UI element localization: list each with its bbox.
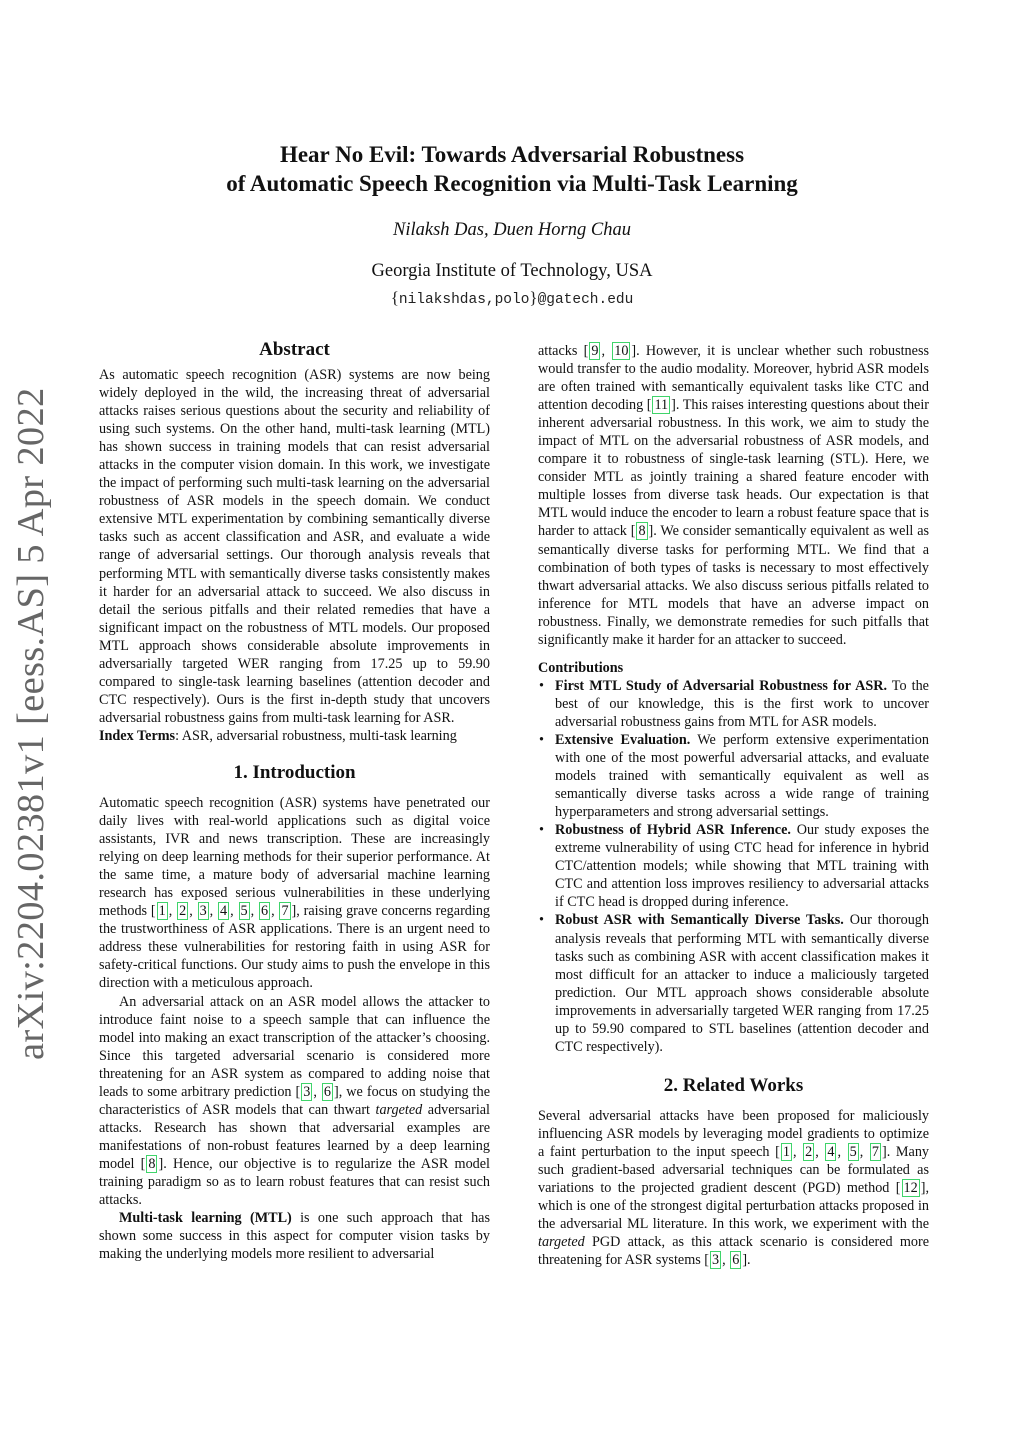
index-terms [99, 727, 490, 745]
citation-link[interactable]: 8 [148, 1155, 156, 1172]
paper-title [0, 140, 1024, 198]
citation-link[interactable]: 6 [323, 1083, 332, 1100]
contribution-item: • Robust ASR with Semantically Diverse Tasks. Our thorough analysis reveals that performing MTL with semantically diverse tasks such as combining ASR with accent classification makes it most difficult for an attacker to induce a maliciously targeted prediction. Our MTL approach shows considerable absolute improvements in adversarially targeted WER ranging from 17.25 up to 59.90 compared to STL baselines (attention decoder and CTC respectively). [539, 912, 929, 1055]
citation-link[interactable]: 1 [782, 1143, 790, 1160]
citation-link[interactable]: 3 [199, 903, 207, 920]
citation-link[interactable]: 2 [805, 1143, 813, 1160]
index-terms-text: : ASR, adversarial robustness, multi-task learning [175, 727, 457, 744]
arxiv-sidebar-stamp: arXiv:2204.02381v1 [eess.AS] 5 Apr 2022 [10, 387, 52, 1060]
email [0, 288, 1024, 308]
citation-link[interactable]: 6 [260, 903, 269, 920]
citation-link[interactable]: 8 [638, 523, 646, 540]
bullet: • [539, 912, 544, 929]
email-close-brace: } [529, 288, 538, 307]
title-line-1: Hear No Evil: Towards Adversarial Robustness [279, 142, 745, 167]
citation-link[interactable]: 3 [303, 1083, 311, 1100]
index-terms-label: Index Terms [99, 727, 176, 744]
citation-link[interactable]: 11 [654, 397, 669, 414]
bullet: • [539, 677, 544, 694]
email-domain: @gatech.edu [537, 292, 634, 308]
citation-link[interactable]: 5 [849, 1143, 857, 1160]
abstract-heading: Abstract [259, 339, 330, 360]
intro-continued-paragraph: attacks [ 9 , 10 ]. However, it is unclear whether such robustness would transfer to the audio modality. Moreover, hybrid ASR models are often trained with semantically equivalent tasks like CTC and attention decoding [ 11 ]. This raises interesting questions about their inherent adversarial robustness. In this work, we aim to study the impact of MTL on the adversarial robustness of ASR models, and compare it to robustness of single-task learning (STL). Here, we consider MTL as jointly training a shared feature encoder with multiple losses from diverse task heads. Our expectation is that MTL would induce the encoder to learn a robust feature space that is harder to attack [ 8 ]. We consider semantically equivalent as well as semantically diverse tasks for performing MTL. We find that a combination of both types of tasks is necessary to most effectively thwart adversarial attacks. We also discuss serious pitfalls related to inference for MTL models that have an adverse impact on robustness. Finally, we demonstrate remedies for such pitfalls that significantly make it harder for an attacker to succeed. [538, 343, 930, 648]
contribution-item: • First MTL Study of Adversarial Robustness for ASR. To the best of our knowledge, this is the first work to uncover adversarial robustness gains from MTL for ASR models. [539, 677, 929, 730]
abstract-body: As automatic speech recognition (ASR) systems are now being widely deployed in the wild, the increasing threat of adversarial attacks raises serious questions about the security and reliability of using such systems. On the other hand, multi-task learning (MTL) has shown success in training models that can resist adversarial attacks in the computer vision domain. In this work, we investigate the impact of performing such multi-task learning on the adversarial robustness of ASR models in the speech domain. We conduct extensive MTL experimentation by combining semantically diverse tasks such as accent classification and ASR, and evaluate a wide range of adversarial settings. Our thorough analysis reveals that performing MTL with semantically diverse tasks consistently makes it harder for an adversarial attack to succeed. We also discuss in detail the serious pitfalls and their related remedies that have a significant impact on the robustness of MTL models. Our proposed MTL approach shows considerable absolute improvements in adversarially targeted WER ranging from 17.25 up to 59.90 compared to single-task learning baselines (attention decoder and CTC respectively). Ours is the first in-depth study that uncovers adversarial robustness gains from multi-task learning for ASR. [99, 367, 490, 726]
intro-paragraph-3: Multi-task learning (MTL) is one such approach that has shown some success in this aspect for computer vision tasks by making the underlying models more resilient to adversarial [99, 1210, 490, 1263]
intro-paragraph-1: Automatic speech recognition (ASR) systems have penetrated our daily lives with real-world applications such as digital voice assistants, IVR and news transcription. These are increasingly relying on deep learning methods for their superior performance. At the same time, a mature body of adversarial machine learning research has exposed serious vulnerabilities in these underlying methods [ 1 , 2 , 3 , 4 , 5 , 6 , 7 ], raising grave concerns regarding the trustworthiness of ASR applications. There is an urgent need to address these vulnerabilities for restoring faith in using ASR for safety-critical functions. Our study aims to push the envelope in this direction with a meticulous approach. [99, 794, 491, 992]
citation-link[interactable]: 6 [732, 1252, 740, 1269]
email-names: nilakshdas,polo [398, 292, 530, 308]
title-line-2: of Automatic Speech Recognition via Multi-Task Learning [226, 171, 798, 196]
citation-link[interactable]: 9 [591, 343, 599, 359]
citation-link[interactable]: 4 [220, 903, 228, 920]
contribution-item: • Robustness of Hybrid ASR Inference. Our study exposes the extreme vulnerability of using CTC head for inference in hybrid CTC/attention models; while showing that MTL training with CTC and attention loss improves resiliency to adversarial attacks if CTC head is dropped during inference. [539, 822, 929, 911]
intro-paragraph-2: An adversarial attack on an ASR model allows the attacker to introduce faint noise to a speech sample that can influence the model into making an exact transcription of the attacker’s choosing. Since this targeted adversarial scenario is considered more threatening for an ASR system as compared to adding noise that leads to some arbitrary prediction [ 3 , 6 ], we focus on studying the characteristics of ASR models that can thwart targeted adversarial attacks. Research has shown that adversarial examples are manifestations of non-robust features learned by a deep learning model [ 8 ]. Hence, our objective is to regularize the ASR model training paradigm so as to learn robust features that can resist such attacks. [99, 993, 491, 1209]
contributions-list [538, 677, 929, 1056]
citation-link[interactable]: 12 [903, 1180, 918, 1197]
authors: Nilaksh Das, Duen Horng Chau [393, 220, 631, 240]
email-open-brace: { [390, 288, 399, 307]
citation-link[interactable]: 7 [871, 1143, 880, 1160]
bullet: • [539, 822, 544, 839]
contributions-heading: Contributions [538, 659, 624, 676]
citation-link[interactable]: 5 [240, 903, 248, 920]
introduction-heading: 1. Introduction [233, 761, 356, 783]
citation-link[interactable]: 7 [281, 903, 289, 920]
citation-link[interactable]: 3 [712, 1252, 720, 1269]
citation-link[interactable]: 10 [614, 343, 629, 359]
related-works-paragraph: Several adversarial attacks have been proposed for maliciously influencing ASR models by leveraging model gradients to optimize a faint perturbation to the input speech [ 1 , 2 , 4 , 5 , 7 ]. Many such gradient-based adversarial techniques can be formulated as variations to the projected gradient descent (PGD) method [ 12 ], which is one of the strongest digital perturbation attacks proposed in the adversarial ML literature. In this work, we experiment with the targeted PGD attack, as this attack scenario is considered more threatening for ASR systems [ 3 , 6 ]. [538, 1107, 930, 1269]
related-works-heading: 2. Related Works [663, 1074, 804, 1096]
left-column [99, 338, 490, 1263]
contribution-item: • Extensive Evaluation. We perform extensive experimentation with one of the most powerful adversarial attacks, and evaluate models trained with semantically equivalent as well as semantically diverse tasks across a wide range of training hyperparameters and strong adversarial settings. [539, 731, 929, 821]
bullet: • [539, 731, 544, 748]
citation-link[interactable]: 1 [158, 903, 166, 920]
citation-link[interactable]: 4 [827, 1143, 835, 1160]
right-column [538, 342, 929, 1269]
affiliation: Georgia Institute of Technology, USA [371, 261, 653, 281]
citation-link[interactable]: 2 [179, 903, 187, 920]
